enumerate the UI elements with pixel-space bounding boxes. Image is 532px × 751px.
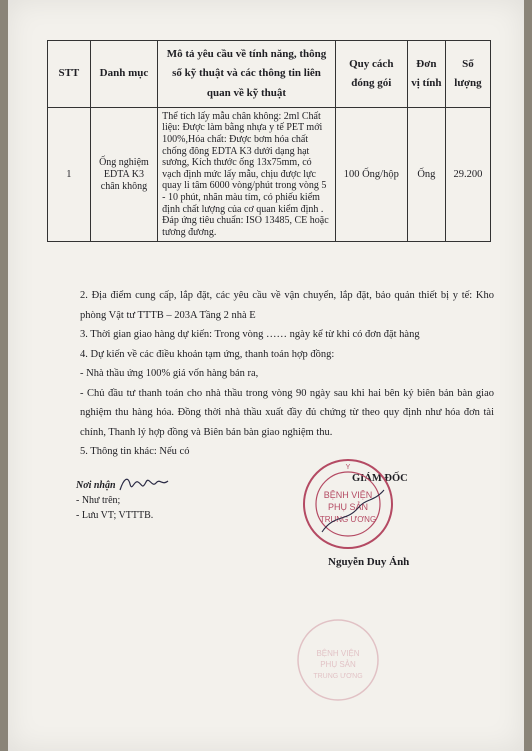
cell-description: Thể tích lấy mẫu chân không: 2ml Chất liệu: Được làm bằng nhựa y tế PET mới 100%,Hóa chất: Được bơm hóa chất chống đông EDTA K3 dưới dạng hạt sương, Kích thước ống 13x75mm, có vạch định mức lấy mẫu, chịu được lực quay li tâm 6000 vòng/phút trong vòng 5 - 10 phút, nhãn màu tím, có phiếu kiểm định chất lượng của cơ quan kiểm định . Đáp ứng tiêu chuẩn: ISO 13485, CE hoặc tương đương. bbox=[158, 107, 336, 242]
initials-signature bbox=[116, 472, 172, 496]
header-packaging: Quy cách đóng gói bbox=[335, 41, 407, 108]
other-info: 5. Thông tin khác: Nếu có bbox=[80, 446, 190, 457]
svg-text:BỆNH VIỆN: BỆNH VIỆN bbox=[316, 649, 360, 658]
cell-stt: 1 bbox=[48, 107, 91, 242]
payment-terms-heading: 4. Dự kiến về các điều khoản tạm ứng, thanh toán hợp đồng: bbox=[80, 348, 335, 360]
cell-quantity: 29.200 bbox=[445, 107, 490, 242]
cell-unit: Ống bbox=[407, 107, 445, 242]
spec-table bbox=[47, 40, 491, 242]
stamp-bleed-through bbox=[294, 616, 382, 704]
table-header-row bbox=[48, 41, 491, 108]
svg-text:TRUNG ƯƠNG: TRUNG ƯƠNG bbox=[313, 673, 363, 680]
delivery-location: 2. Địa điểm cung cấp, lắp đặt, các yêu cầu về vận chuyển, lắp đặt, bảo quản thiết bị y tế: Kho phòng Vật tư TTTB – 203A Tầng 2 nhà E bbox=[80, 290, 494, 321]
header-description: Mô tả yêu cầu về tính năng, thông số kỹ thuật và các thông tin liên quan về kỹ thuật bbox=[158, 41, 336, 108]
svg-text:BỆNH VIỆN: BỆNH VIỆN bbox=[323, 490, 373, 500]
cell-packaging: 100 Ống/hộp bbox=[335, 107, 407, 242]
svg-text:Y: Y bbox=[345, 464, 351, 471]
director-title: GIÁM ĐỐC bbox=[352, 473, 408, 484]
recipient-line: - Lưu VT; VTTTB. bbox=[76, 510, 154, 521]
svg-text:PHỤ SẢN: PHỤ SẢN bbox=[327, 502, 369, 512]
payment-condition: - Chủ đầu tư thanh toán cho nhà thầu trong vòng 90 ngày sau khi hai bên ký biên bản bàn giao nghiệm thu hàng hóa. Đồng thời nhà thầu xuất đầy đủ chứng từ theo quy định như hóa đơn tài chính, Thanh lý hợp đồng và Biên bản bàn giao nghiệm thu. bbox=[80, 387, 494, 438]
header-quantity: Số lượng bbox=[445, 41, 490, 108]
hospital-stamp bbox=[300, 456, 396, 552]
payment-advance: - Nhà thầu ứng 100% giá vốn hàng bán ra, bbox=[80, 368, 259, 379]
terms-section bbox=[80, 286, 494, 462]
header-stt: STT bbox=[48, 41, 91, 108]
header-unit: Đơn vị tính bbox=[407, 41, 445, 108]
recipients-label: Nơi nhận bbox=[76, 480, 116, 491]
director-name: Nguyễn Duy Ánh bbox=[328, 556, 410, 568]
table-row bbox=[48, 107, 491, 242]
recipient-line: - Như trên; bbox=[76, 495, 121, 506]
document-page bbox=[8, 0, 524, 751]
svg-text:TRUNG ƯƠNG: TRUNG ƯƠNG bbox=[319, 515, 377, 524]
header-category: Danh mục bbox=[90, 41, 157, 108]
cell-category: Ống nghiệm EDTA K3 chân không bbox=[90, 107, 157, 242]
delivery-time: 3. Thời gian giao hàng dự kiến: Trong vòng …… ngày kể từ khi có đơn đặt hàng bbox=[80, 329, 420, 340]
svg-text:PHỤ SẢN: PHỤ SẢN bbox=[320, 660, 356, 669]
